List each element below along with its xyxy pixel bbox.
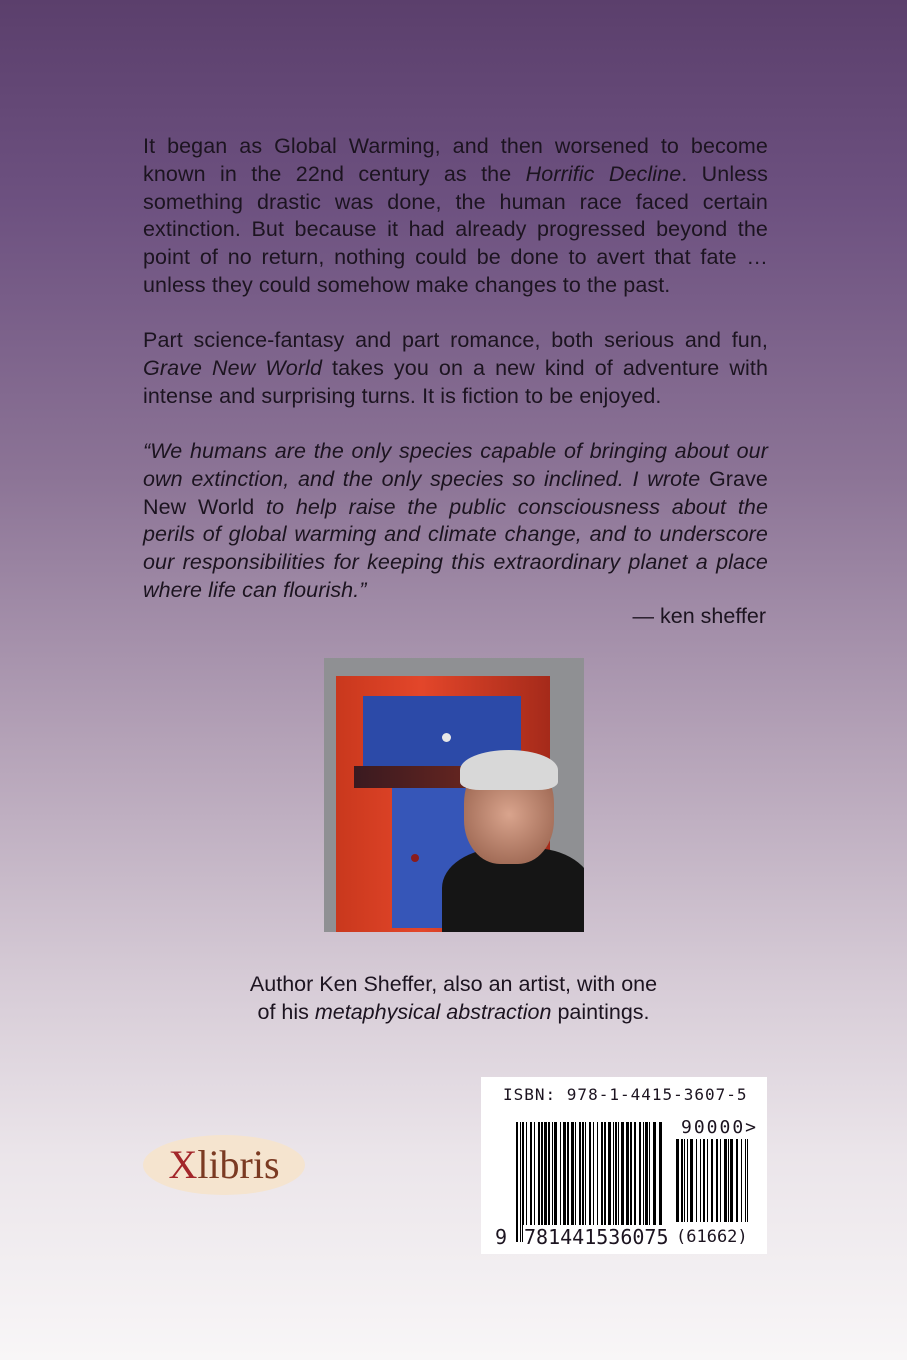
- text: paintings.: [551, 1000, 650, 1024]
- logo-text: libris: [197, 1142, 280, 1187]
- author-quote: [143, 438, 768, 605]
- isbn-label: ISBN: 978-1-4415-3607-5: [503, 1085, 748, 1104]
- book-title: Grave New World: [143, 355, 323, 380]
- author-photo: [324, 658, 584, 932]
- photo-caption: [0, 970, 907, 1026]
- text: takes you on a new kind of adventure with intense and surprising turns. It is fiction to be enjoyed.: [143, 355, 769, 408]
- xlibris-logo: [143, 1135, 305, 1195]
- text: “We humans are the only species capable of bringing about our own extinction, and the only species so inclined. I wrote: [143, 439, 768, 491]
- quote-signature: — ken sheffer: [632, 604, 766, 628]
- blurb-paragraph-2: [143, 327, 768, 410]
- barcode-digits: 781441536075: [524, 1225, 669, 1249]
- price-code: 90000>: [681, 1117, 759, 1138]
- blurb-paragraph-1: [143, 133, 768, 300]
- emphasis: metaphysical abstraction: [314, 1000, 552, 1024]
- isbn-barcode: [481, 1077, 767, 1254]
- caption-line-2: [0, 998, 907, 1026]
- caption-line-1: Author Ken Sheffer, also an artist, with one: [249, 972, 658, 996]
- text: of his: [257, 1000, 315, 1024]
- emphasis: Horrific Decline: [525, 161, 682, 186]
- text: Part science-fantasy and part romance, both serious and fun,: [143, 328, 768, 352]
- text: to help raise the public consciousness about the perils of global warming and climate change, and to underscore our responsibilities for keeping this extraordinary planet a place where life can flourish.”: [143, 494, 769, 602]
- barcode-first-digit: 9: [495, 1225, 508, 1249]
- book-title: Grave New World: [143, 466, 768, 519]
- barcode-code: (61662): [676, 1227, 748, 1247]
- text: . Unless something drastic was done, the human race faced certain extinction. But because it had already progressed beyond the point of no return, nothing could be done to avert that fate … unless they could somehow make changes to the past.: [143, 161, 768, 297]
- text: It began as Global Warming, and then worsened to become known in the 22nd century as the: [143, 134, 768, 186]
- logo-x: X: [168, 1142, 198, 1187]
